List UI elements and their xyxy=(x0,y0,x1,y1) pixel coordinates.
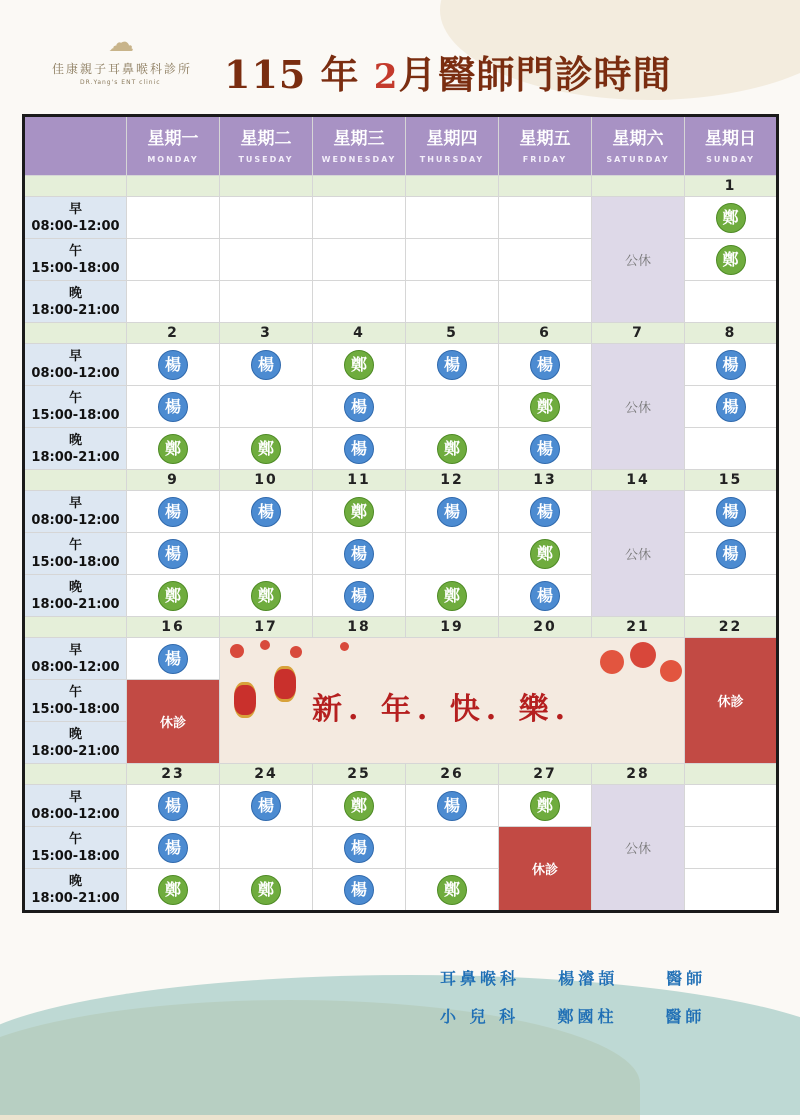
doctor-zheng-badge: 鄭 xyxy=(251,434,281,464)
doctor-yang-badge: 楊 xyxy=(437,791,467,821)
doctor-zheng-badge: 鄭 xyxy=(158,875,188,905)
date-cell: 27 xyxy=(499,764,592,785)
corner-cell xyxy=(24,116,127,176)
new-year-greeting: 新. 年. 快. 樂. xyxy=(312,692,572,727)
doctor-zheng-badge: 鄭 xyxy=(437,434,467,464)
plum-blossom-icon xyxy=(230,644,244,658)
date-cell xyxy=(406,176,499,197)
date-cell: 5 xyxy=(406,323,499,344)
date-cell: 7 xyxy=(592,323,685,344)
weekday-header: 星期六 SATURDAY xyxy=(592,116,685,176)
legend-row-ent: 耳鼻喉科 楊濬頡 醫師 xyxy=(440,969,707,988)
doctor-yang-badge: 楊 xyxy=(344,392,374,422)
weekday-header: 星期二 TUSEDAY xyxy=(220,116,313,176)
date-row xyxy=(24,764,778,785)
slot-label: 晚 18:00-21:00 xyxy=(24,575,127,617)
date-cell xyxy=(499,176,592,197)
doctor-yang-badge: 楊 xyxy=(158,539,188,569)
title-year: 115 年 xyxy=(224,52,360,97)
closed-cell: 休診 xyxy=(127,680,220,764)
doctor-yang-badge: 楊 xyxy=(251,497,281,527)
doctor-zheng-badge: 鄭 xyxy=(158,434,188,464)
doctor-yang-badge: 楊 xyxy=(530,434,560,464)
date-row xyxy=(24,323,778,344)
saturday-off: 公休 xyxy=(592,197,685,323)
slot-label: 午 15:00-18:00 xyxy=(24,386,127,428)
date-cell: 13 xyxy=(499,470,592,491)
schedule-table xyxy=(22,114,779,913)
doctor-yang-badge: 楊 xyxy=(344,833,374,863)
slot-label: 晚 18:00-21:00 xyxy=(24,869,127,912)
doctor-yang-badge: 楊 xyxy=(251,350,281,380)
date-cell xyxy=(313,176,406,197)
slot-label: 晚 18:00-21:00 xyxy=(24,281,127,323)
slot-label: 早 08:00-12:00 xyxy=(24,344,127,386)
doctor-yang-badge: 楊 xyxy=(716,539,746,569)
doctor-zheng-badge: 鄭 xyxy=(530,392,560,422)
date-cell: 6 xyxy=(499,323,592,344)
doctor-yang-badge: 楊 xyxy=(158,497,188,527)
doctor-yang-badge: 楊 xyxy=(344,875,374,905)
doctor-yang-badge: 楊 xyxy=(716,350,746,380)
date-cell: 21 xyxy=(592,617,685,638)
slot-label: 午 15:00-18:00 xyxy=(24,680,127,722)
date-row xyxy=(24,470,778,491)
saturday-off: 公休 xyxy=(592,785,685,912)
doctor-yang-badge: 楊 xyxy=(716,497,746,527)
plum-blossom-icon xyxy=(260,640,270,650)
doctor-yang-badge: 楊 xyxy=(437,497,467,527)
date-cell: 19 xyxy=(406,617,499,638)
doctor-yang-badge: 楊 xyxy=(437,350,467,380)
date-cell: 23 xyxy=(127,764,220,785)
date-cell: 17 xyxy=(220,617,313,638)
saturday-off: 公休 xyxy=(592,491,685,617)
date-cell: 10 xyxy=(220,470,313,491)
slot-row-morning xyxy=(24,491,778,533)
date-cell: 8 xyxy=(685,323,778,344)
weekday-header: 星期日 SUNDAY xyxy=(685,116,778,176)
date-cell: 9 xyxy=(127,470,220,491)
date-cell: 28 xyxy=(592,764,685,785)
lantern-icon xyxy=(234,682,256,718)
doctor-yang-badge: 楊 xyxy=(158,644,188,674)
new-year-banner xyxy=(220,638,685,764)
doctor-zheng-badge: 鄭 xyxy=(437,581,467,611)
clinic-subtitle: DR.Yang's ENT clinic xyxy=(80,79,161,86)
doctor-yang-badge: 楊 xyxy=(158,392,188,422)
slot-label: 早 08:00-12:00 xyxy=(24,785,127,827)
slot-row-morning xyxy=(24,344,778,386)
doctor-yang-badge: 楊 xyxy=(716,392,746,422)
slot-label: 早 08:00-12:00 xyxy=(24,638,127,680)
slot-row-morning xyxy=(24,638,778,680)
weekday-header: 星期三 WEDNESDAY xyxy=(313,116,406,176)
doctor-zheng-badge: 鄭 xyxy=(716,245,746,275)
flower-icon xyxy=(600,650,624,674)
doctor-yang-badge: 楊 xyxy=(158,791,188,821)
date-cell: 25 xyxy=(313,764,406,785)
date-cell xyxy=(685,764,778,785)
date-cell: 4 xyxy=(313,323,406,344)
doctor-yang-badge: 楊 xyxy=(158,833,188,863)
lantern-icon xyxy=(274,666,296,702)
slot-label: 早 08:00-12:00 xyxy=(24,491,127,533)
date-cell xyxy=(127,176,220,197)
date-cell xyxy=(220,176,313,197)
title-month: 2 xyxy=(373,57,399,97)
date-cell: 20 xyxy=(499,617,592,638)
date-cell: 18 xyxy=(313,617,406,638)
doctor-yang-badge: 楊 xyxy=(158,350,188,380)
elephant-logo-icon: ☁ xyxy=(108,28,134,58)
legend-row-pediatrics: 小 兒 科 鄭國柱 醫師 xyxy=(440,1007,706,1026)
plum-blossom-icon xyxy=(290,646,302,658)
slot-label: 晚 18:00-21:00 xyxy=(24,722,127,764)
weekday-header-row xyxy=(24,116,778,176)
doctor-yang-badge: 楊 xyxy=(344,539,374,569)
doctor-yang-badge: 楊 xyxy=(251,791,281,821)
flower-icon xyxy=(660,660,682,682)
doctor-zheng-badge: 鄭 xyxy=(344,497,374,527)
date-cell: 11 xyxy=(313,470,406,491)
flower-icon xyxy=(630,642,656,668)
date-cell: 26 xyxy=(406,764,499,785)
date-cell: 3 xyxy=(220,323,313,344)
date-cell xyxy=(592,176,685,197)
slot-label: 午 15:00-18:00 xyxy=(24,827,127,869)
date-cell: 14 xyxy=(592,470,685,491)
doctor-zheng-badge: 鄭 xyxy=(530,791,560,821)
doctor-zheng-badge: 鄭 xyxy=(530,539,560,569)
title-rest: 月醫師門診時間 xyxy=(398,52,672,97)
doctor-zheng-badge: 鄭 xyxy=(344,350,374,380)
date-cell: 12 xyxy=(406,470,499,491)
date-cell: 1 xyxy=(685,176,778,197)
slot-label: 早 08:00-12:00 xyxy=(24,197,127,239)
slot-row-morning xyxy=(24,197,778,239)
date-cell: 2 xyxy=(127,323,220,344)
doctor-yang-badge: 楊 xyxy=(530,497,560,527)
weekday-header: 星期五 FRIDAY xyxy=(499,116,592,176)
doctor-yang-badge: 楊 xyxy=(530,350,560,380)
clinic-name: 佳康親子耳鼻喉科診所 xyxy=(52,62,193,76)
weekday-header: 星期一 MONDAY xyxy=(127,116,220,176)
page-title xyxy=(224,44,671,99)
doctor-zheng-badge: 鄭 xyxy=(344,791,374,821)
doctor-zheng-badge: 鄭 xyxy=(251,875,281,905)
doctor-legend xyxy=(440,960,706,1036)
date-cell: 16 xyxy=(127,617,220,638)
doctor-zheng-badge: 鄭 xyxy=(437,875,467,905)
closed-cell: 休診 xyxy=(499,827,592,912)
slot-label: 午 15:00-18:00 xyxy=(24,239,127,281)
date-cell: 24 xyxy=(220,764,313,785)
closed-cell: 休診 xyxy=(685,638,778,764)
date-row xyxy=(24,617,778,638)
doctor-yang-badge: 楊 xyxy=(530,581,560,611)
doctor-yang-badge: 楊 xyxy=(344,581,374,611)
plum-blossom-icon xyxy=(340,642,349,651)
weekday-header: 星期四 THURSDAY xyxy=(406,116,499,176)
doctor-yang-badge: 楊 xyxy=(344,434,374,464)
slot-label: 晚 18:00-21:00 xyxy=(24,428,127,470)
saturday-off: 公休 xyxy=(592,344,685,470)
date-cell: 15 xyxy=(685,470,778,491)
slot-label: 午 15:00-18:00 xyxy=(24,533,127,575)
date-cell: 22 xyxy=(685,617,778,638)
date-row xyxy=(24,176,778,197)
doctor-zheng-badge: 鄭 xyxy=(158,581,188,611)
slot-row-morning xyxy=(24,785,778,827)
doctor-zheng-badge: 鄭 xyxy=(251,581,281,611)
doctor-zheng-badge: 鄭 xyxy=(716,203,746,233)
